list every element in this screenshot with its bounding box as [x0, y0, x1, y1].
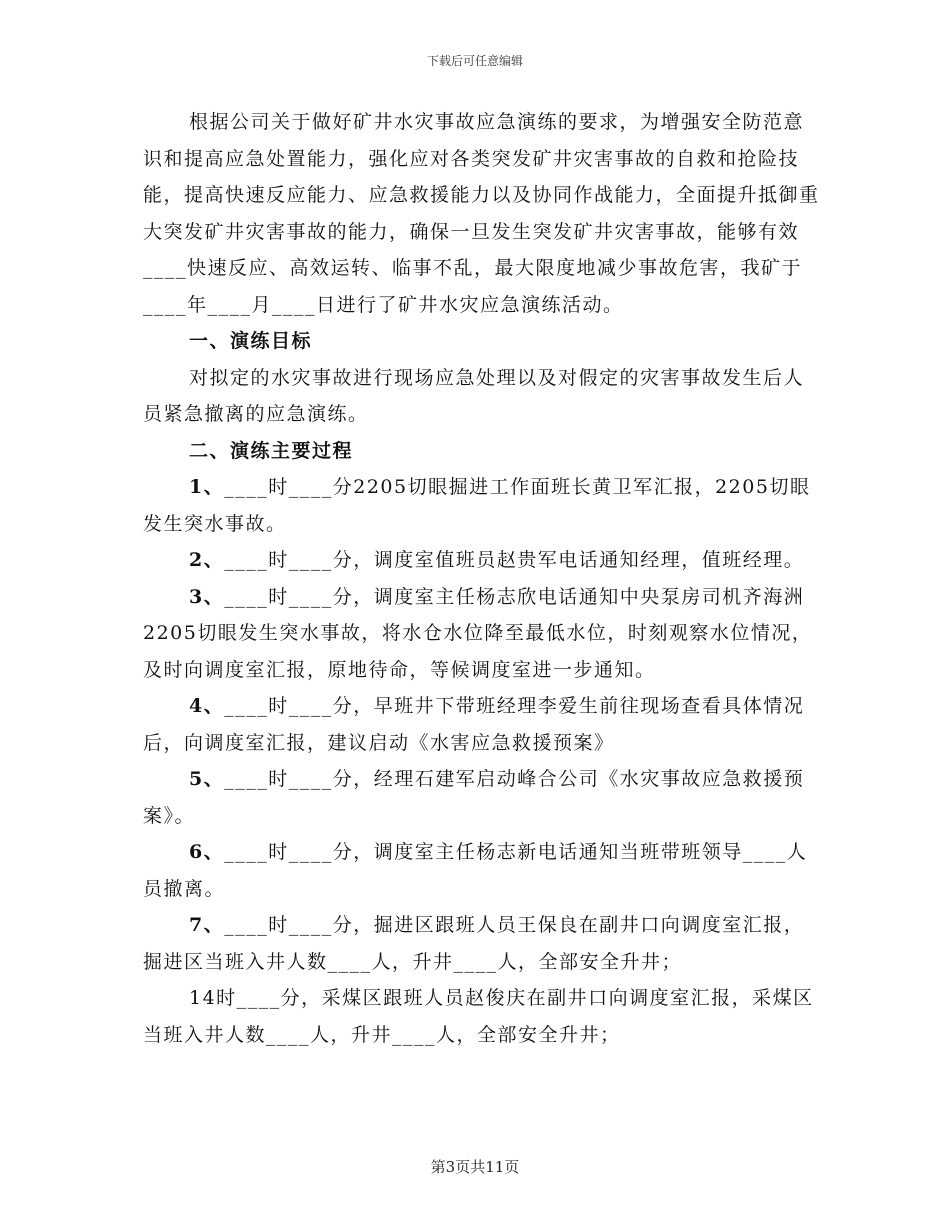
intro-paragraph: 根据公司关于做好矿井水灾事故应急演练的要求，为增强安全防范意识和提高应急处置能力，强化应对各类突发矿井灾害事故的自救和抢险技能，提高快速反应能力、应急救援能力以及协同作战能力，全面提升抵御重大突发矿井灾害事故的能力，确保一旦发生突发矿井灾害事故，能够有效____快速反应、高效运转、临事不乱，最大限度地减少事故危害，我矿于____年____月____日进行了矿井水灾应急演练活动。	[143, 111, 820, 316]
step-text: ____时____分，调度室主任杨志欣电话通知中央泵房司机齐海洲2205切眼发生突水事故，将水仓水位降至最低水位，时刻观察水位情况，及时向调度室汇报，原地待命，等候调度室进一步通知。	[143, 585, 813, 681]
step-text: ____时____分，调度室主任杨志新电话通知当班带班领导____人员撤离。	[143, 841, 808, 900]
step-7-continuation: 14时____分，采煤区跟班人员赵俊庆在副井口向调度室汇报，采煤区当班入井人数____人，升井____人，全部安全升井；	[143, 987, 814, 1046]
step-7	[143, 907, 823, 980]
step-number: 1、	[189, 476, 225, 498]
step-6	[143, 834, 823, 907]
step-3	[143, 579, 823, 689]
document-body	[143, 104, 823, 1053]
step-2	[143, 542, 823, 579]
step-number: 3、	[189, 585, 225, 608]
step-text: ____时____分，调度室值班员赵贵军电话通知经理，值班经理。	[224, 549, 805, 571]
step-text: ____时____分，掘进区跟班人员王保良在副井口向调度室汇报，掘进区当班入井人数____人，升井____人，全部安全升井；	[143, 914, 805, 973]
step-text: ____时____分，早班井下带班经理李爱生前往现场查看具体情况后，向调度室汇报，建议启动《水害应急救援预案》	[143, 695, 805, 754]
step-number: 2、	[189, 549, 225, 571]
step-number: 5、	[189, 768, 225, 790]
step-1	[143, 469, 823, 542]
step-text: ____时____分，经理石建军启动峰合公司《水灾事故应急救援预案》。	[143, 768, 805, 827]
section-1-body: 对拟定的水灾事故进行现场应急处理以及对假定的灾害事故发生后人员紧急撤离的应急演练。	[143, 366, 805, 425]
step-number: 6、	[189, 841, 225, 863]
page-footer: 第3页共11页	[430, 1158, 520, 1176]
page-header: 下载后可任意编辑	[426, 54, 523, 68]
step-text: ____时____分2205切眼掘进工作面班长黄卫军汇报，2205切眼发生突水事故。	[143, 476, 811, 535]
section-1-heading: 一、演练目标	[189, 330, 313, 352]
section-2-heading: 二、演练主要过程	[189, 439, 354, 462]
step-number: 4、	[189, 695, 225, 717]
step-number: 7、	[189, 914, 225, 936]
step-4	[143, 688, 823, 761]
step-5	[143, 761, 823, 834]
